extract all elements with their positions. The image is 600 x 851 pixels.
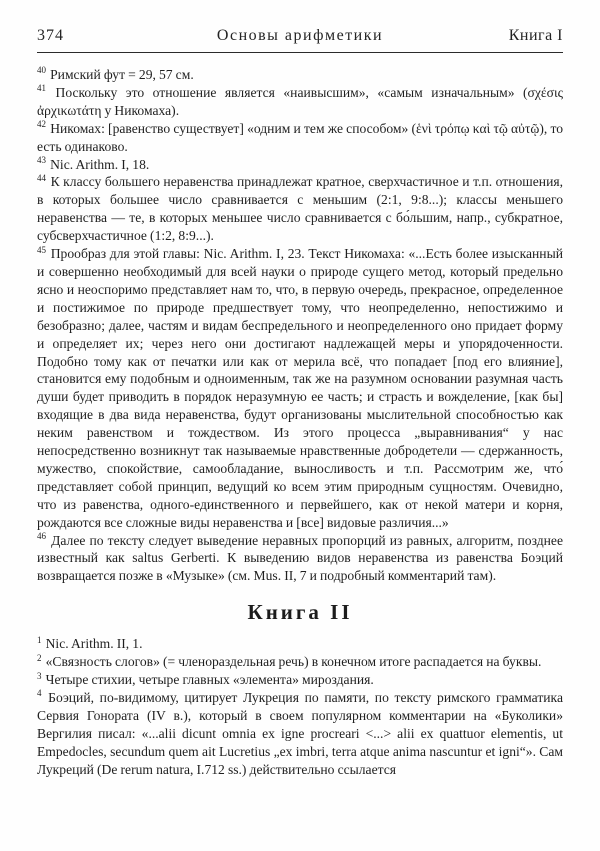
footnote xyxy=(37,84,563,120)
footnote xyxy=(37,66,563,84)
footnote-number: 42 xyxy=(37,119,46,130)
book-label: Книга I xyxy=(508,27,563,44)
footnote-number: 2 xyxy=(37,652,42,663)
footnote-text: Nic. Arithm. I, 18. xyxy=(50,156,150,172)
footnote-number: 41 xyxy=(37,83,46,94)
footnote-number: 4 xyxy=(37,688,42,699)
footnote xyxy=(37,653,563,671)
footnote xyxy=(37,689,563,779)
running-title: Основы арифметики xyxy=(216,27,384,44)
footnote-number: 44 xyxy=(37,172,46,183)
footnote-text: Поскольку это отношение является «наивысшим», «самым изначальным» (σχέσις ἀρχικωτάτη у Никомаха). xyxy=(37,84,563,118)
header-rule xyxy=(37,52,563,53)
footnote xyxy=(37,635,563,653)
footnote-text: Четыре стихии, четыре главных «элемента» мироздания. xyxy=(45,672,374,688)
footnote xyxy=(37,156,563,174)
footnote-number: 40 xyxy=(37,65,46,76)
footnote-text: Римский фут = 29, 57 см. xyxy=(50,67,194,82)
footnote-number: 1 xyxy=(37,634,42,645)
footnote xyxy=(37,532,563,586)
footnotes-book2 xyxy=(37,635,563,778)
footnote-text: Nic. Arithm. II, 1. xyxy=(45,636,143,652)
running-header xyxy=(37,27,563,45)
footnote-number: 45 xyxy=(37,244,46,255)
footnote-text: Никомах: [равенство существует] «одним и тем же способом» (ἑνὶ τρόπῳ καὶ τῷ αὐτῷ), то есть одинаково. xyxy=(37,120,563,154)
footnote-text: К классу большего неравенства принадлежат кратное, сверхчастичное и т.п. отношения, в которых большее число сравнивается с меньшим (2:1, 9:8...); классы меньшего неравенства — те, в которых меньшее число сравнивается с бо́льшим, напр., субкратное, субсверхчастичное (1:2, 8:9...). xyxy=(37,174,563,244)
footnote-number: 46 xyxy=(37,531,46,542)
footnote xyxy=(37,173,563,245)
section-heading: Книга II xyxy=(247,600,353,625)
footnote-text: Боэций, по-видимому, цитирует Лукреция по памяти, по тексту римского грамматика Сервия Гонората (IV в.), который в своем популярном комментарии на «Буколики» Вергилия писал: «...alii dicunt omnia ex igne procreari <...> alii ex quattuor elementis, ut Empedocles, secundum quem ait Lucretius „ex imbri, terra atque anima nascuntur et igni“». Сам Лукреций (De rerum natura, I.712 ss.) действительно ссылается xyxy=(37,690,563,777)
footnote-text: Прообраз для этой главы: Nic. Arithm. I, 23. Текст Никомаха: «...Есть более изысканный и совершенно необходимый для всей науки о природе сущего метод, который предельно ясно и неоспоримо представляет нам то, что, в первую очередь, прекрасное, определенное и постижимое по природе предшествует тому, что неопределенно, непостижимо и безобразно; далее, частям и видам беспредельного и неопределенного оно придает форму и определяет их; через него они достигают надлежащей меры и упорядоченности. Подобно тому как от печатки или как от мерила всё, что попадает [под его влияние], становится ему подобным и одноименным, так же на разумном основании разумная часть души будет приводить в порядок неразумную ее часть; и страсть и вожделение, [как бы] входящие в два вида неравенства, будут организованы мыслительной способностью как неким равенством и тождеством. Из этого процесса „выравнивания“ у нас непосредственно возникнут так называемые нравственные добродетели — сдержанность, мужество, спокойствие, самообладание, выносливость и т.п. Рассмотрим же, что́ представляет собой принцип, ведущий ко всем этим природным сущностям. Очевидно, что из равенства, одного-единственного и первейшего, как от некой матери и корня, рождаются все сложные виды неравенства и [все] видовые различия...» xyxy=(37,246,563,530)
page-number: 374 xyxy=(37,27,64,44)
footnote xyxy=(37,671,563,689)
footnote-number: 43 xyxy=(37,155,46,165)
footnote xyxy=(37,120,563,156)
footnote-number: 3 xyxy=(37,670,42,681)
footnotes-book1 xyxy=(37,66,563,585)
footnote xyxy=(37,245,563,532)
footnote-text: «Связность слогов» (= членораздельная речь) в конечном итоге распадается на буквы. xyxy=(45,654,542,670)
footnote-text: Далее по тексту следует выведение неравных пропорций из равных, алгоритм, позднее известный как saltus Gerberti. К выведению видов неравенства из равенства Боэций возвращается позже в «Музыке» (см. Mus. II, 7 и подробный комментарий там). xyxy=(37,532,563,584)
